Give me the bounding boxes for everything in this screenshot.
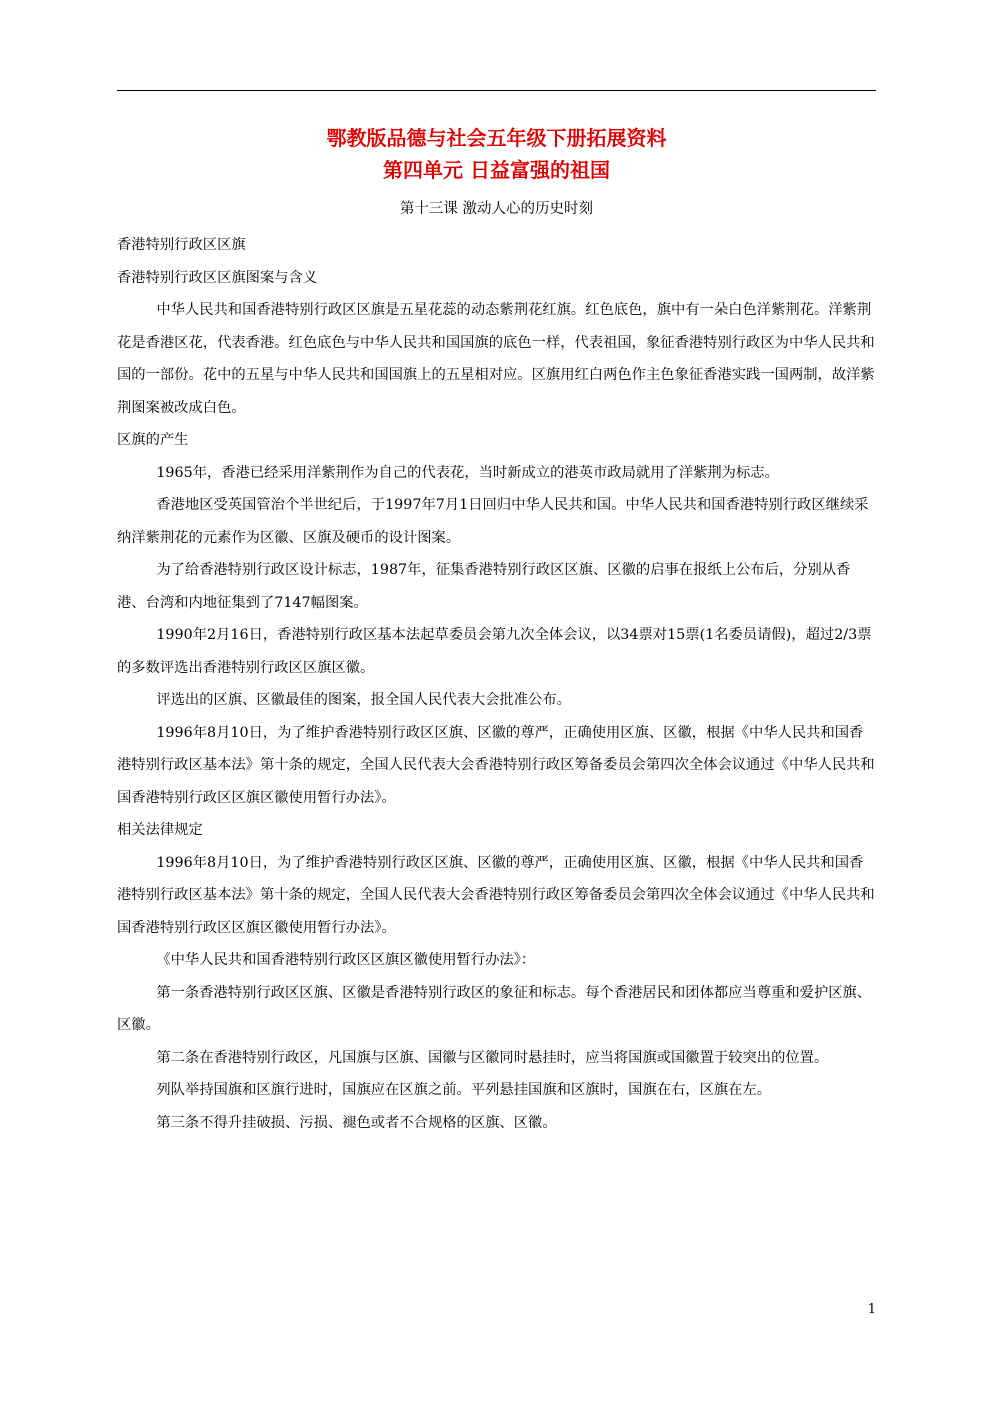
body-paragraph: 《中华人民共和国香港特别行政区区旗区徽使用暂行办法》：: [156, 952, 536, 968]
body-paragraph: 列队举持国旗和区旗行进时，国旗应在区旗之前。平列悬挂国旗和区旗时，国旗在右，区旗在左。: [156, 1082, 772, 1098]
section-heading: 香港特别行政区区旗图案与含义: [117, 269, 318, 286]
body-paragraph: 1965年，香港已经采用洋紫荆作为自己的代表花，当时新成立的港英市政局就用了洋紫荆为标志。: [156, 464, 779, 481]
section-heading: 香港特别行政区区旗: [117, 237, 246, 253]
body-paragraph: 第一条香港特别行政区区旗、区徽是香港特别行政区的象征和标志。每个香港居民和团体都应当尊重和爱护区旗、区徽。: [117, 984, 872, 1033]
section-heading: 区旗的产生: [117, 432, 189, 448]
document-body: [117, 229, 876, 1139]
header-rule: [117, 90, 876, 91]
document-title: 鄂教版品德与社会五年级下册拓展资料: [326, 126, 667, 150]
section-heading: 相关法律规定: [117, 822, 203, 838]
page-number: 1: [867, 1302, 876, 1317]
body-paragraph: 为了给香港特别行政区设计标志，1987年，征集香港特别行政区区旗、区徽的启事在报纸上公布后，分别从香港、台湾和内地征集到了7147幅图案。: [117, 562, 851, 611]
lesson-title: 第十三课 激动人心的历史时刻: [399, 201, 594, 217]
body-paragraph: 1996年8月10日，为了维护香港特别行政区区旗、区徽的尊严，正确使用区旗、区徽，根据《中华人民共和国香港特别行政区基本法》第十条的规定，全国人民代表大会香港特别行政区筹备委员会第四次全体会议通过《中华人民共和国香港特别行政区区旗区徽使用暂行办法》。: [117, 854, 875, 936]
body-paragraph: 第二条在香港特别行政区，凡国旗与区旗、国徽与区徽同时悬挂时，应当将国旗或国徽置于较突出的位置。: [156, 1049, 829, 1066]
body-paragraph: 评选出的区旗、区徽最佳的图案，报全国人民代表大会批准公布。: [156, 692, 571, 708]
body-paragraph: 1996年8月10日，为了维护香港特别行政区区旗、区徽的尊严，正确使用区旗、区徽，根据《中华人民共和国香港特别行政区基本法》第十条的规定，全国人民代表大会香港特别行政区筹备委员会第四次全体会议通过《中华人民共和国香港特别行政区区旗区徽使用暂行办法》。: [117, 724, 875, 806]
body-paragraph: 中华人民共和国香港特别行政区区旗是五星花蕊的动态紫荆花红旗。红色底色，旗中有一朵白色洋紫荆花。洋紫荆花是香港区花，代表香港。红色底色与中华人民共和国国旗的底色一样，代表祖国，象征香港特别行政区为中华人民共和国的一部份。花中的五星与中华人民共和国国旗上的五星相对应。区旗用红白两色作主色象征香港实践一国两制，故洋紫荆图案被改成白色。: [117, 302, 875, 416]
unit-title: 第四单元 日益富强的祖国: [383, 158, 610, 182]
body-paragraph: 1990年2月16日，香港特别行政区基本法起草委员会第九次全体会议，以34票对15票(1名委员请假)，超过2/3票的多数评选出香港特别行政区区旗区徽。: [117, 627, 872, 676]
body-paragraph: 第三条不得升挂破损、污损、褪色或者不合规格的区旗、区徽。: [156, 1114, 557, 1131]
body-paragraph: 香港地区受英国管治个半世纪后，于1997年7月1日回归中华人民共和国。中华人民共和国香港特别行政区继续采纳洋紫荆花的元素作为区徽、区旗及硬币的设计图案。: [117, 497, 869, 546]
